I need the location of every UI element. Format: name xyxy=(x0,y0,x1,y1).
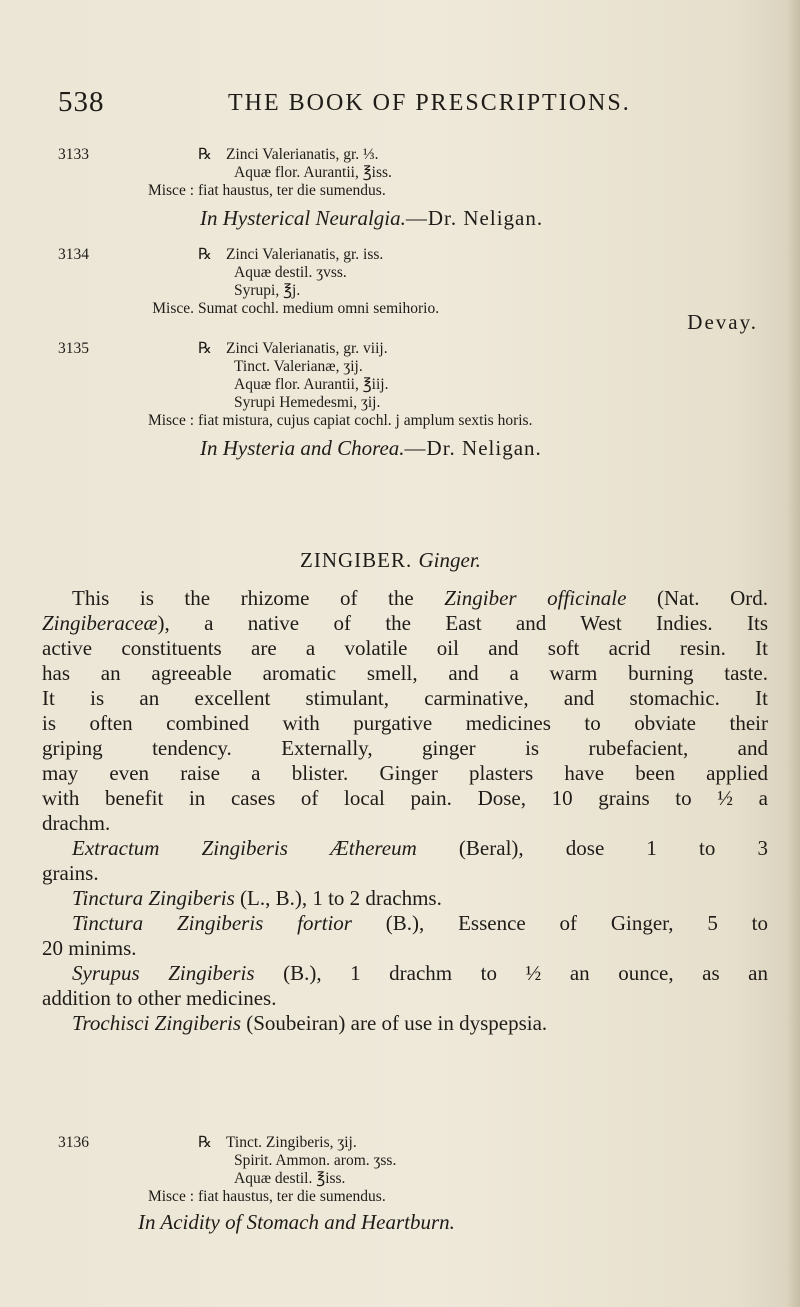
recipe-symbol: ℞ xyxy=(198,146,212,163)
ingredient-line: Tinct. Zingiberis, ʒij. xyxy=(226,1134,357,1151)
recipe-symbol: ℞ xyxy=(198,340,212,357)
ingredient-line: Tinct. Valerianæ, ʒij. xyxy=(234,358,363,375)
misce-label: Misce : xyxy=(147,182,194,199)
body-line: with benefit in cases of local pain. Dose, 10 grains to ½ a xyxy=(42,786,768,810)
body-line: drachm. xyxy=(42,811,111,835)
prescription-3135 xyxy=(58,340,758,430)
body-line: griping tendency. Externally, ginger is rubefacient, and xyxy=(42,736,768,760)
body-line: has an agreeable aromatic smell, and a warm burning taste. xyxy=(42,661,768,685)
prescription-number: 3136 xyxy=(58,1134,89,1151)
misce-text: fiat haustus, ter die sumendus. xyxy=(198,1188,386,1205)
ingredient-line: Zinci Valerianatis, gr. ⅓. xyxy=(226,146,379,163)
section-heading: ZINGIBER. xyxy=(300,548,413,572)
note-indication: In Acidity of Stomach and Heartburn. xyxy=(138,1210,455,1234)
note-author: —Dr. Neligan. xyxy=(405,206,544,230)
body-line: grains. xyxy=(42,861,99,885)
body-text xyxy=(42,586,768,1036)
body-line: Tinctura Zingiberis fortior (B.), Essence of Ginger, 5 to xyxy=(72,911,768,935)
prescription-3133 xyxy=(58,146,758,200)
prescription-author: Devay. xyxy=(687,310,758,334)
body-line: Trochisci Zingiberis (Soubeiran) are of use in dyspepsia. xyxy=(72,1011,548,1035)
recipe-symbol: ℞ xyxy=(198,246,212,263)
note-author: —Dr. Neligan. xyxy=(404,436,542,460)
prescription-note xyxy=(200,206,543,231)
misce-text: Sumat cochl. medium omni semihorio. xyxy=(198,300,440,317)
body-line: Extractum Zingiberis Æthereum (Beral), dose 1 to 3 xyxy=(72,836,768,860)
prescription-number: 3135 xyxy=(58,340,89,357)
ingredient-line: Zinci Valerianatis, gr. viij. xyxy=(226,340,388,357)
body-line: may even raise a blister. Ginger plasters have been applied xyxy=(42,761,768,785)
prescription-note xyxy=(200,436,542,461)
ingredient-line: Spirit. Ammon. arom. ʒss. xyxy=(234,1152,397,1169)
ingredient-line: Aquæ destil. ʒvss. xyxy=(234,264,347,281)
ingredient-line: Syrupi, ℥j. xyxy=(234,282,301,299)
body-line: addition to other medicines. xyxy=(42,986,277,1010)
misce-text: fiat mistura, cujus capiat cochl. j amplum sextis horis. xyxy=(198,412,533,429)
misce-label: Misce. xyxy=(152,300,194,317)
ingredient-line: Aquæ flor. Aurantii, ℥iss. xyxy=(234,164,392,181)
ingredient-line: Aquæ destil. ℥iss. xyxy=(234,1170,346,1187)
misce-label: Misce : xyxy=(147,1188,194,1205)
body-line: Tinctura Zingiberis (L., B.), 1 to 2 drachms. xyxy=(72,886,442,910)
prescription-3134 xyxy=(58,246,758,318)
misce-label: Misce : xyxy=(147,412,194,429)
page-number: 538 xyxy=(58,86,105,118)
note-indication: In Hysteria and Chorea. xyxy=(200,436,405,460)
body-line: is often combined with purgative medicines to obviate their xyxy=(42,711,768,735)
ingredient-line: Zinci Valerianatis, gr. iss. xyxy=(226,246,384,263)
prescription-number: 3134 xyxy=(58,246,89,263)
prescription-note xyxy=(138,1210,455,1235)
page-header xyxy=(58,86,758,126)
body-line: active constituents are a volatile oil and soft acrid resin. It xyxy=(42,636,768,660)
ingredient-line: Syrupi Hemedesmi, ʒij. xyxy=(234,394,381,411)
ingredient-line: Aquæ flor. Aurantii, ℥iij. xyxy=(234,376,389,393)
body-line: Zingiberaceæ), a native of the East and West Indies. Its xyxy=(42,611,768,635)
running-head: THE BOOK OF PRESCRIPTIONS. xyxy=(228,90,631,116)
section-subheading: Ginger. xyxy=(418,548,481,572)
page-edge-shadow xyxy=(786,0,800,1307)
body-line: It is an excellent stimulant, carminative, and stomachic. It xyxy=(42,686,768,710)
recipe-symbol: ℞ xyxy=(198,1134,212,1151)
misce-text: fiat haustus, ter die sumendus. xyxy=(198,182,386,199)
note-indication: In Hysterical Neuralgia. xyxy=(200,206,406,230)
prescription-number: 3133 xyxy=(58,146,89,163)
body-line: This is the rhizome of the Zingiber officinale (Nat. Ord. xyxy=(72,586,769,610)
prescription-3136 xyxy=(58,1134,758,1206)
section-title xyxy=(300,548,481,573)
body-line: 20 minims. xyxy=(42,936,137,960)
body-line: Syrupus Zingiberis (B.), 1 drachm to ½ an ounce, as an xyxy=(72,961,769,985)
